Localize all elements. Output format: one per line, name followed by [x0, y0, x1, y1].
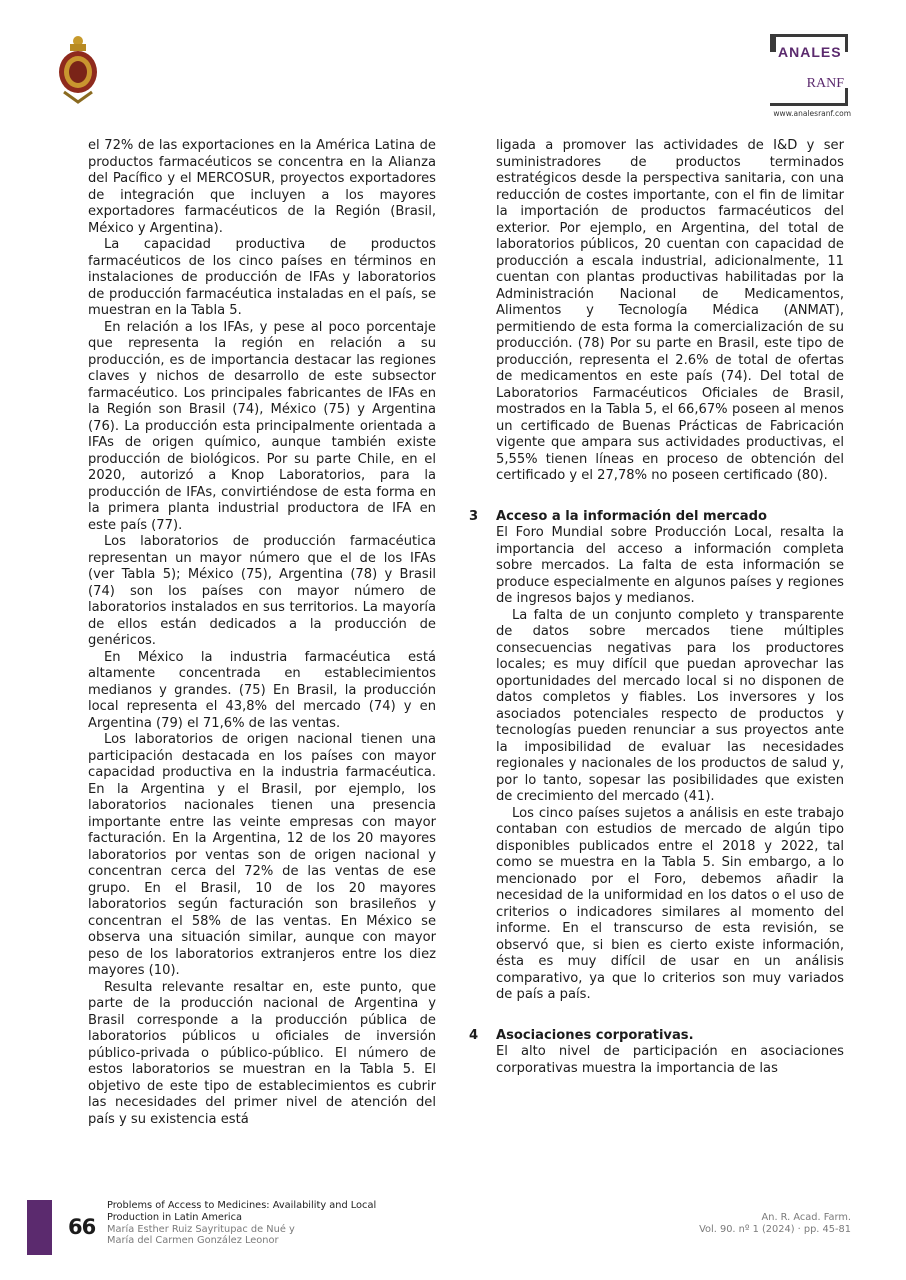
section-number: 4 — [469, 1027, 479, 1043]
logo-anales-text: ANALES — [778, 44, 842, 60]
footer-article-title: Problems of Access to Medicines: Availability and Local — [107, 1200, 377, 1211]
footer-authors: María del Carmen González Leonor — [107, 1235, 279, 1247]
section-title: Asociaciones corporativas. — [496, 1027, 694, 1043]
journal-url[interactable]: www.analesranf.com — [773, 109, 851, 118]
footer-article-title: Production in Latin America — [107, 1211, 243, 1223]
paragraph: El alto nivel de participación en asociaciones corporativas muestra la importancia de las — [496, 1044, 844, 1076]
academy-crest-icon — [56, 34, 100, 104]
section-heading — [469, 1027, 844, 1045]
paragraph: ligada a promover las actividades de I&D y ser suministradores de productos terminados estratégicos desde la perspectiva sanitaria, con una reducción de costes importante, con el fin de limitar la importación de productos farmacéuticos del exterior. Por ejemplo, en Argentina, del total de laboratorios públicos, 20 cuentan con capacidad de producción a escala industrial, adicionalmente, 11 cuentan con plantas productivas habilitadas por la Administración Nacional de Medicamentos, Alimentos y Tecnología Médica (ANMAT), permitiendo de esta forma la comercialización de su producción. (78) Por su parte en Brasil, este tipo de producción, representa el 2.6% de total de ofertas de medicamentos en este país (74). Del total de Laboratorios Farmacéuticos Oficiales de Brasil, mostrados en la Tabla 5, el 66,67% poseen al menos un certificado de Buenas Prácticas de Fabricación vigente que ampara sus actividades productivas, el 5,55% tienen líneas en proceso de obtención del certificado y el 27,78% no poseen certificado (80). — [496, 138, 844, 483]
paragraph: El Foro Mundial sobre Producción Local, resalta la importancia del acceso a información completa sobre mercados. La falta de esta información se produce especialmente en algunos países y regiones de ingresos bajos y medianos. — [496, 525, 844, 606]
footer-authors: María Esther Ruiz Sayritupac de Nué y — [107, 1223, 295, 1235]
footer-journal-name: An. R. Acad. Farm. — [761, 1212, 851, 1223]
right-text-column — [469, 138, 844, 1077]
footer-article-info — [107, 1200, 376, 1247]
paragraph: En México la industria farmacéutica está altamente concentrada en establecimientos medianos y grandes. (75) En Brasil, la producción local representa el 43,8% del mercado (74) y en Argentina (79) el 71,6% de las ventas. — [88, 649, 436, 731]
paragraph: el 72% de las exportaciones en la América Latina de productos farmacéuticos se concentra en la Alianza del Pacífico y el MERCOSUR, proyectos exportadores de integración que incluyen a los mayores exportadores farmacéuticos de la Región (Brasil, México y Argentina). — [88, 138, 436, 236]
section-heading — [469, 508, 844, 526]
paragraph: Resulta relevante resaltar en, este punto, que parte de la producción nacional de Argentina y Brasil corresponde a la producción pública de laboratorios públicos u oficiales de inversión público-privada o público-público. El número de estos laboratorios se muestran en la Tabla 5. El objetivo de este tipo de establecimientos es cubrir las necesidades del primer nivel de atención del país y su existencia está — [88, 979, 436, 1127]
paragraph: La falta de un conjunto completo y transparente de datos sobre mercados tiene múltiples consecuencias negativas para los productores locales; es muy difícil que puedan aprovechar las oportunidades del mercado local si no disponen de datos completos y fiables. Los inversores y los asociados potenciales respecto de productos y tecnologías pueden renunciar a sus proyectos ante la imposibilidad de evaluar las necesidades regionales y nacionales de los productos de salud y, por lo tanto, sopesar las posibilidades que existen de crecimiento del mercado (41). — [496, 607, 844, 804]
footer-journal-info — [699, 1212, 851, 1236]
section-number: 3 — [469, 508, 479, 524]
footer-volume: Vol. 90. nº 1 (2024) · pp. 45-81 — [699, 1224, 851, 1235]
footer-accent-bar — [27, 1200, 52, 1255]
paragraph: La capacidad productiva de productos farmacéuticos de los cinco países en términos en instalaciones de producción de IFAs y laboratorios de producción farmacéutica instaladas en el país, se muestran en la Tabla 5. — [88, 237, 436, 318]
section-title: Acceso a la información del mercado — [496, 508, 767, 524]
anales-ranf-logo — [770, 34, 850, 106]
paragraph: Los laboratorios de origen nacional tienen una participación destacada en los países con mayor capacidad productiva en la industria farmacéutica. En la Argentina y el Brasil, por ejemplo, los laboratorios nacionales tienen una presencia importante entre las veinte empresas con mayor facturación. En la Argentina, 12 de los 20 mayores laboratorios por ventas son de origen nacional y concentran cerca del 72% de las ventas de ese grupo. En el Brasil, 10 de los 20 mayores laboratorios según facturación son brasileños y concentran el 58% de las ventas. En México se observa una situación similar, aunque con mayor peso de los laboratorios extranjeros entre los diez mayores (10). — [88, 732, 436, 978]
paragraph: Los laboratorios de producción farmacéutica representan un mayor número que el de los IFAs (ver Tabla 5); México (75), Argentina (78) y Brasil (74) son los países con mayor número de laboratorios instalados en sus territorios. La mayoría de ellos están dedicados a la producción de genéricos. — [88, 534, 436, 648]
left-text-column — [88, 138, 436, 1128]
logo-ranf-text: RANF — [806, 76, 844, 91]
page-number: 66 — [68, 1215, 96, 1239]
paragraph: En relación a los IFAs, y pese al poco porcentaje que representa la región en relación a su producción, es de importancia destacar las regiones claves y nichos de desarrollo de este subsector farmacéutico. Los principales fabricantes de IFAs en la Región son Brasil (74), México (75) y Argentina (76). La producción esta principalmente orientada a IFAs de origen químico, aunque también existe producción de biológicos. Por su parte Chile, en el 2020, autorizó a Knop Laboratorios, para la producción de IFAs, convirtiéndose de esta forma en la primera planta industrial productora de IFA en este país (77). — [88, 319, 436, 533]
paragraph: Los cinco países sujetos a análisis en este trabajo contaban con estudios de mercado de algún tipo disponibles publicados entre el 2018 y 2022, tal como se muestra en la Tabla 5. Sin embargo, a lo mencionado por el Foro, debemos añadir la necesidad de la uniformidad en los datos o el uso de criterios o indicadores similares al momento del informe. En el transcurso de esta revisión, se observó que, si bien es cierto existe información, ésta es muy difícil de usar en un análisis comparativo, ya que lo criterios son muy variados de país a país. — [496, 805, 844, 1002]
